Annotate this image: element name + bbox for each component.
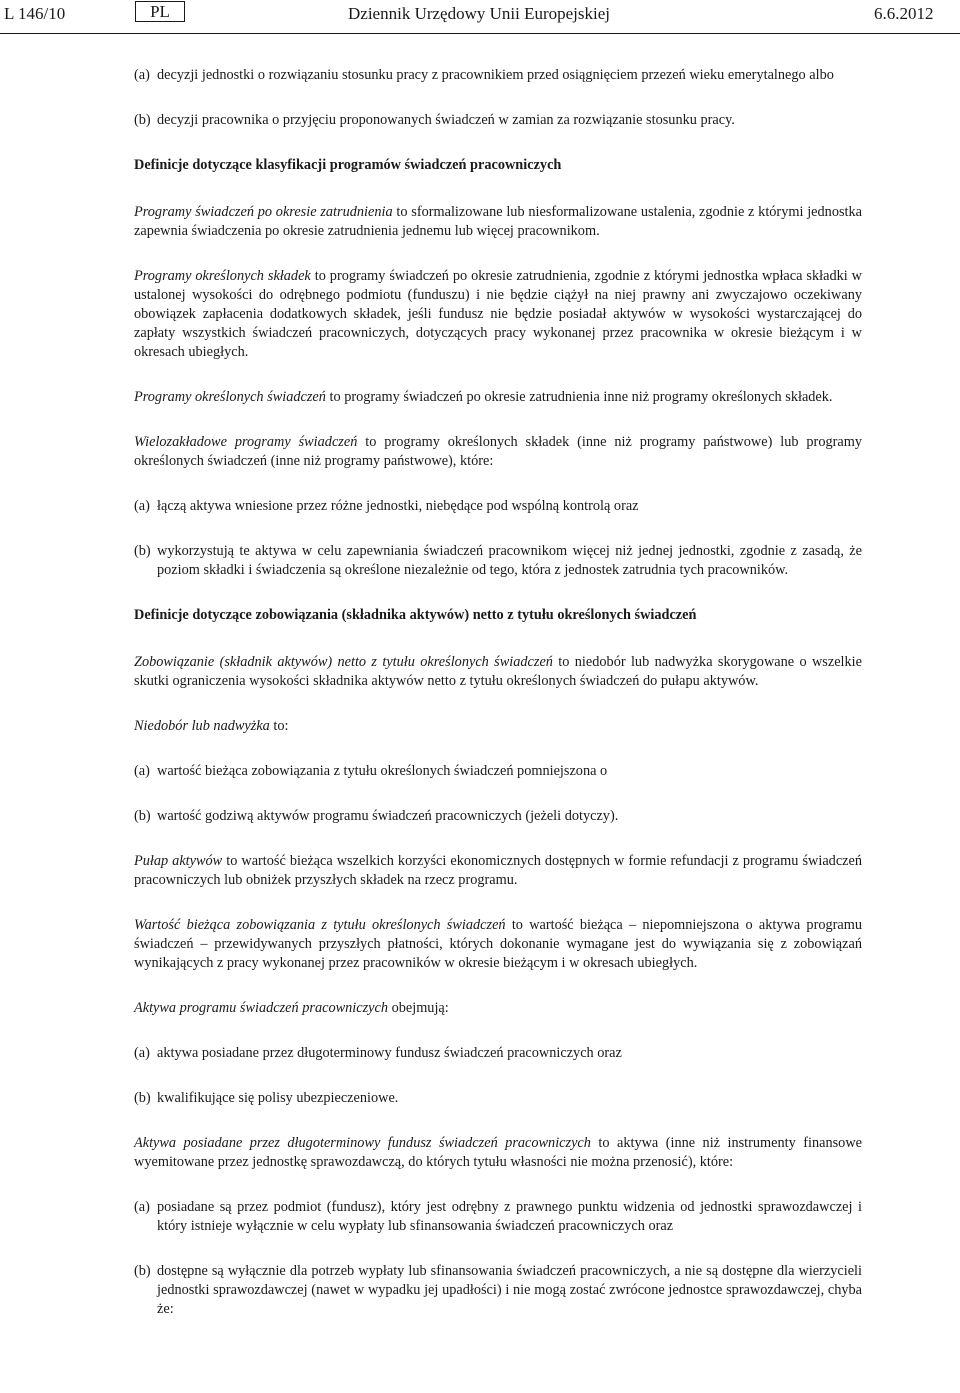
publication-date: 6.6.2012 [874,4,934,23]
definition-text: to sformalizowane lub niesformalizowane ustalenia, zgodnie z którymi jednostka zapewnia świadczenia po okresie zatrudnienia jednemu lub więcej pracownikom. [134,204,862,239]
journal-title: Dziennik Urzędowy Unii Europejskiej [348,4,611,23]
defined-term: Programy określonych świadczeń [134,389,326,405]
item-text: dostępne są wyłącznie dla potrzeb wypłaty lub sfinansowania świadczeń pracowniczych, a nie są dostępne dla wierzycieli jednostki sprawozdawczej (nawet w wypadku jej upadłości) i nie mogą zostać zwrócone jednostce sprawozdawczej, chyba że: [157,1263,862,1317]
item-text: posiadane są przez podmiot (fundusz), który jest odrębny z prawnego punktu widzenia od jednostki sprawozdawczej i który istnieje wyłącznie w celu wypłaty lub sfinansowania świadczeń pracowniczych oraz [157,1199,862,1234]
fund-assets-item-b [134,1262,862,1319]
item-label: (b) [134,543,151,559]
definition-text: to programy określonych składek (inne niż programy państwowe) lub programy określonych świadczeń (inne niż programy państwowe), które: [134,434,862,469]
intro-item-b [134,111,862,130]
definition-present-value [134,916,862,973]
item-label: (b) [134,1090,151,1106]
deficit-item-b [134,807,862,826]
language-box: PL [135,1,185,22]
definition-defined-contribution [134,267,862,362]
plan-assets-item-b [134,1089,862,1108]
item-text: decyzji jednostki o rozwiązaniu stosunku pracy z pracownikiem przed osiągnięciem przezeń wieku emerytalnego albo [157,67,834,83]
definition-text: to niedobór lub nadwyżka skorygowane o wszelkie skutki ograniczenia wysokości składnika aktywów netto z tytułu określonych świadczeń do pułapu aktywów. [134,654,862,689]
deficit-item-a [134,762,862,781]
item-text: wartość godziwą aktywów programu świadczeń pracowniczych (jeżeli dotyczy). [157,808,619,824]
item-label: (a) [134,67,150,83]
definition-deficit-surplus [134,717,862,736]
definition-text: to aktywa (inne niż instrumenty finansowe wyemitowane przez jednostkę sprawozdawczą, do których tytułu własności nie można przenosić), które: [134,1135,862,1170]
document-body [134,66,862,1345]
item-text: decyzji pracownika o przyjęciu proponowanych świadczeń w zamian za rozwiązanie stosunku pracy. [157,112,735,128]
definition-multi-employer [134,433,862,471]
defined-term: Wartość bieżąca zobowiązania z tytułu określonych świadczeń [134,917,506,933]
item-label: (b) [134,1263,151,1279]
definition-asset-ceiling [134,852,862,890]
item-label: (b) [134,808,151,824]
item-text: kwalifikujące się polisy ubezpieczeniowe. [157,1090,399,1106]
definition-plan-assets [134,999,862,1018]
defined-term: Zobowiązanie (składnik aktywów) netto z tytułu określonych świadczeń [134,654,553,670]
item-label: (b) [134,112,151,128]
fund-assets-item-a [134,1198,862,1236]
definition-text: to programy świadczeń po okresie zatrudnienia, zgodnie z którymi jednostka wpłaca składki w ustalonej wysokości do odrębnego podmiotu (funduszu) i nie będzie ciążył na niej prawny ani zwyczajowo oczekiwany obowiązek zapłacenia dodatkowych składek, jeśli fundusz nie będzie posiadał aktywów w wysokości wystarczającej do zapłaty wszystkich świadczeń pracowniczych, dotyczących pracy wykonanej przez pracownika w okresie bieżącym i w okresach ubiegłych. [134,268,863,360]
definition-text: to: [269,718,289,734]
item-label: (a) [134,1199,150,1215]
definition-defined-benefit [134,388,862,407]
item-text: wartość bieżąca zobowiązania z tytułu określonych świadczeń pomniejszona o [157,763,608,779]
definition-text: to programy świadczeń po okresie zatrudnienia inne niż programy określonych składek. [325,389,833,405]
defined-term: Wielozakładowe programy świadczeń [134,434,358,450]
item-text: aktywa posiadane przez długoterminowy fundusz świadczeń pracowniczych oraz [157,1045,622,1061]
section-heading-classification: Definicje dotyczące klasyfikacji programów świadczeń pracowniczych [134,157,562,173]
section-heading-net-liability: Definicje dotyczące zobowiązania (składnika aktywów) netto z tytułu określonych świadczeń [134,607,697,623]
definition-fund-assets [134,1134,862,1172]
defined-term: Programy świadczeń po okresie zatrudnienia [134,204,393,220]
defined-term: Pułap aktywów [134,853,223,869]
item-label: (a) [134,763,150,779]
definition-text: to wartość bieżąca – niepomniejszona o aktywa programu świadczeń – przewidywanych przyszłych płatności, których dokonanie wymagane jest do wywiązania się z zobowiązań wynikających z pracy wykonanej przez pracowników w okresie bieżącym i w okresach ubiegłych. [134,917,863,971]
defined-term: Aktywa programu świadczeń pracowniczych [134,1000,388,1016]
definition-post-employment-plans [134,203,862,241]
item-label: (a) [134,1045,150,1061]
defined-term: Aktywa posiadane przez długoterminowy fundusz świadczeń pracowniczych [134,1135,591,1151]
intro-item-a [134,66,862,85]
item-text: wykorzystują te aktywa w celu zapewniania świadczeń pracownikom więcej niż jednej jednostki, zgodnie z zasadą, że poziom składki i świadczenia są określone niezależnie od tego, która z jednostek zatrudnia tych pracowników. [157,543,862,578]
definition-text: obejmują: [388,1000,449,1016]
item-label: (a) [134,498,150,514]
page-header [0,0,960,36]
oj-reference: L 146/10 [4,4,66,23]
defined-term: Programy określonych składek [134,268,311,284]
definition-net-liability [134,653,862,691]
header-rule [0,33,960,34]
multi-employer-item-b [134,542,862,580]
multi-employer-item-a [134,497,862,516]
definition-text: to wartość bieżąca wszelkich korzyści ekonomicznych dostępnych w formie refundacji z programu świadczeń pracowniczych lub obniżek przyszłych składek na rzecz programu. [134,853,862,888]
defined-term: Niedobór lub nadwyżka [134,718,270,734]
item-text: łączą aktywa wniesione przez różne jednostki, niebędące pod wspólną kontrolą oraz [157,498,639,514]
plan-assets-item-a [134,1044,862,1063]
